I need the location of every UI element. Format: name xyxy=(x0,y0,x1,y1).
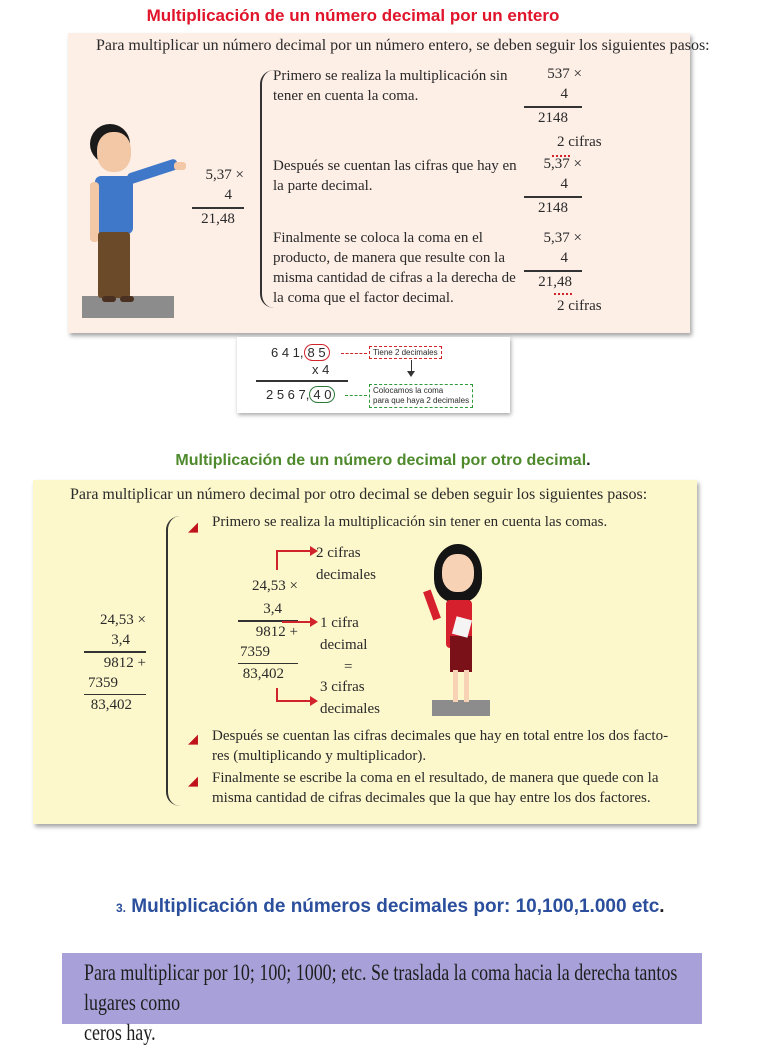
dashed-arrow-icon xyxy=(341,353,367,354)
step3-note: 2 cifras xyxy=(557,298,602,314)
section2-title: Multiplicación de un número decimal por otro decimal. xyxy=(175,452,591,469)
example-top-number: 6 4 1, 8 5 xyxy=(271,345,330,360)
diagram-note-1-cifra: 1 cifra decimal = xyxy=(320,615,368,675)
diagram-note-2-cifras: 2 cifras decimales xyxy=(316,545,376,583)
calc-multiplicand: 5,37 × xyxy=(205,167,244,183)
section1-intro: Para multiplicar un número decimal por un número entero, se deben seguir los siguientes pasos: xyxy=(96,37,710,54)
section1-left-calc xyxy=(186,165,244,229)
calc-multiplier: 4 xyxy=(224,187,232,203)
arrow-head-icon xyxy=(310,617,318,627)
boy-illustration xyxy=(80,120,190,320)
section1-step2-text: Después se cuentan las cifras que hay en la parte decimal. xyxy=(273,158,517,194)
section1-step2-calc: 5,37 × 4 2148 xyxy=(532,154,582,218)
section2-left-calc: 24,53 × 3,4 9812 + 7359 83,402 xyxy=(84,610,146,715)
section1-step1-text: Primero se realiza la multiplicación sin tener en cuenta la coma. xyxy=(273,68,508,104)
step2-note: 2 cifras xyxy=(557,134,602,150)
section1-step3-text: Finalmente se coloca la coma en el producto, de manera que resulte con la misma cantidad de cifras a la derecha de la coma que el factor decimal. xyxy=(273,230,516,306)
section3-title: 3. Multiplicación de números decimales por: 10,100,1.000 etc. xyxy=(116,896,665,917)
bullet-icon: ◢ xyxy=(188,773,198,788)
section2-intro: Para multiplicar un número decimal por otro decimal se deben seguir los siguientes pasos: xyxy=(70,486,648,503)
squiggle-icon xyxy=(554,290,572,295)
red-arrow-icon xyxy=(282,621,312,623)
bullet-icon: ◢ xyxy=(188,519,198,534)
arrow-head-icon xyxy=(310,696,318,706)
red-arrow-icon xyxy=(276,550,314,570)
section2-bullet1: Primero se realiza la multiplicación sin tener en cuenta las comas. xyxy=(212,514,608,530)
section2-diagram-calc: 24,53 × 3,4 9812 + 7359 83,402 xyxy=(240,578,298,682)
section2-bullet2: Después se cuentan las cifras decimales que hay en total entre los dos facto- res (multiplicando y multiplicador). xyxy=(212,728,669,764)
example-multiplier: x 4 xyxy=(312,362,330,377)
section3-rule-text: Para multiplicar por 10; 100; 1000; etc. Se traslada la coma hacia la derecha tantos lugares como ceros hay. xyxy=(84,960,678,1045)
example-label1: Tiene 2 decimales xyxy=(369,346,442,359)
woman-illustration xyxy=(424,540,496,718)
example-rule xyxy=(256,380,348,382)
section2-brace xyxy=(166,516,182,806)
section1-step3-calc: 5,37 × 4 21,48 xyxy=(532,228,582,292)
decimal-circle: 4 0 xyxy=(309,386,335,403)
example-result: 2 5 6 7, 4 0 xyxy=(266,387,335,402)
arrow-head-icon xyxy=(407,371,415,377)
bullet-icon: ◢ xyxy=(188,731,198,746)
section2-bullet3: Finalmente se escribe la coma en el resultado, de manera que quede con la misma cantidad de cifras decimales que la que hay entre los dos factores. xyxy=(212,770,659,806)
section1-step1-calc: 537 × 4 2148 xyxy=(532,64,582,128)
example-label2: Colocamos la coma para que haya 2 decimales xyxy=(369,384,473,408)
calc-result: 21,48 xyxy=(201,210,235,227)
red-arrow-icon xyxy=(276,688,314,702)
dashed-arrow-icon xyxy=(345,395,367,396)
section1-title: Multiplicación de un número decimal por un entero xyxy=(146,6,560,25)
diagram-note-3-cifras: 3 cifras decimales xyxy=(320,679,380,717)
decimal-circle: 8 5 xyxy=(304,344,330,361)
